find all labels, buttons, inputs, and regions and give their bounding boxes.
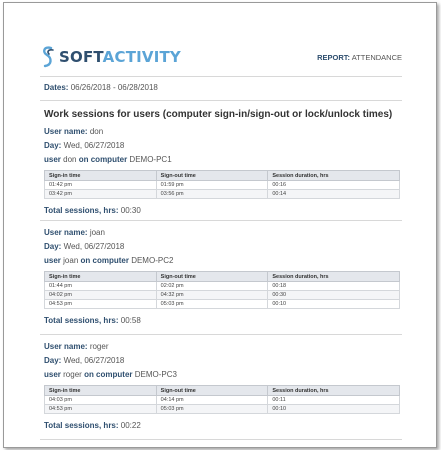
column-header-duration: Session duration, hrs <box>268 171 400 181</box>
report-type <box>317 53 402 62</box>
session-block-don <box>44 125 402 217</box>
on-computer-label: on computer <box>80 256 129 265</box>
total-value: 00:58 <box>120 316 141 325</box>
column-header-sign-in: Sign-in time <box>45 171 157 181</box>
day-label: Day: <box>44 242 62 251</box>
computer-value: DEMO-PC1 <box>129 155 172 164</box>
column-header-sign-out: Sign-out time <box>156 171 268 181</box>
user-label: user <box>44 256 61 265</box>
user-value: roger <box>63 370 82 379</box>
total-label: Total sessions, hrs: <box>44 421 119 430</box>
divider <box>40 334 402 335</box>
table-row <box>45 396 400 405</box>
session-block-roger <box>44 340 402 432</box>
user-name-value: roger <box>89 342 109 351</box>
sign-in-cell: 04:03 pm <box>45 396 157 405</box>
dates-value: 06/26/2018 - 06/28/2018 <box>70 83 158 92</box>
day-value: Wed, 06/27/2018 <box>63 141 125 150</box>
user-name-row <box>44 125 402 139</box>
table-row <box>45 291 400 300</box>
user-name-row <box>44 226 402 240</box>
sign-in-cell: 04:02 pm <box>45 291 157 300</box>
sign-in-cell: 03:42 pm <box>45 190 157 199</box>
column-header-duration: Session duration, hrs <box>268 272 400 282</box>
column-header-sign-out: Sign-out time <box>156 386 268 396</box>
divider <box>40 439 402 440</box>
logo-text-soft: SOFT <box>59 48 103 66</box>
sign-out-cell: 04:32 pm <box>156 291 268 300</box>
on-computer-label: on computer <box>78 155 128 164</box>
total-sessions <box>44 420 402 432</box>
duration-cell: 00:11 <box>268 396 400 405</box>
user-label: user <box>44 370 61 379</box>
on-computer-label: on computer <box>84 370 133 379</box>
sign-in-cell: 01:44 pm <box>45 282 157 291</box>
softactivity-logo <box>40 43 181 71</box>
sessions-table <box>44 271 400 309</box>
sign-out-cell: 02:02 pm <box>156 282 268 291</box>
logo-s-icon <box>40 44 56 70</box>
user-name-label: User name: <box>44 228 88 237</box>
logo-text-activity: ACTIVITY <box>102 48 181 66</box>
sign-out-cell: 05:03 pm <box>156 300 268 309</box>
computer-value: DEMO-PC3 <box>134 370 177 379</box>
column-header-sign-out: Sign-out time <box>156 272 268 282</box>
divider <box>40 220 402 221</box>
day-row <box>44 240 402 254</box>
day-label: Day: <box>44 356 62 365</box>
total-value: 00:22 <box>120 421 141 430</box>
report-page <box>3 2 437 448</box>
table-header-row <box>45 171 400 181</box>
user-computer-row <box>44 153 402 167</box>
user-name-value: don <box>89 127 104 136</box>
duration-cell: 00:10 <box>268 300 400 309</box>
column-header-duration: Session duration, hrs <box>268 386 400 396</box>
user-name-row <box>44 340 402 354</box>
table-row <box>45 181 400 190</box>
sign-in-cell: 04:53 pm <box>45 405 157 414</box>
column-header-sign-in: Sign-in time <box>45 386 157 396</box>
duration-cell: 00:10 <box>268 405 400 414</box>
total-sessions <box>44 315 402 327</box>
column-header-sign-in: Sign-in time <box>45 272 157 282</box>
total-sessions <box>44 205 402 217</box>
table-row <box>45 300 400 309</box>
user-value: joan <box>63 256 79 265</box>
day-value: Wed, 06/27/2018 <box>63 356 125 365</box>
dates-label: Dates: <box>44 83 69 92</box>
logo-text <box>59 48 181 66</box>
user-name-value: joan <box>89 228 105 237</box>
report-title: Work sessions for users (computer sign-in/sign-out or lock/unlock times) <box>44 109 393 120</box>
divider <box>40 100 402 101</box>
duration-cell: 00:14 <box>268 190 400 199</box>
table-row <box>45 405 400 414</box>
user-computer-row <box>44 368 402 382</box>
divider <box>40 76 402 77</box>
day-label: Day: <box>44 141 62 150</box>
report-type-label: REPORT: <box>317 53 351 62</box>
table-row <box>45 190 400 199</box>
user-computer-row <box>44 254 402 268</box>
duration-cell: 00:18 <box>268 282 400 291</box>
sign-out-cell: 05:03 pm <box>156 405 268 414</box>
day-value: Wed, 06/27/2018 <box>63 242 125 251</box>
sign-out-cell: 01:59 pm <box>156 181 268 190</box>
sign-out-cell: 04:14 pm <box>156 396 268 405</box>
table-row <box>45 282 400 291</box>
table-header-row <box>45 272 400 282</box>
sessions-table <box>44 170 400 199</box>
computer-value: DEMO-PC2 <box>131 256 174 265</box>
duration-cell: 00:30 <box>268 291 400 300</box>
day-row <box>44 139 402 153</box>
sign-in-cell: 04:53 pm <box>45 300 157 309</box>
user-name-label: User name: <box>44 342 88 351</box>
session-block-joan <box>44 226 402 327</box>
report-dates <box>44 83 158 92</box>
day-row <box>44 354 402 368</box>
duration-cell: 00:16 <box>268 181 400 190</box>
sessions-table <box>44 385 400 414</box>
total-label: Total sessions, hrs: <box>44 206 119 215</box>
table-header-row <box>45 386 400 396</box>
report-type-value: ATTENDANCE <box>351 53 402 62</box>
user-label: user <box>44 155 61 164</box>
user-value: don <box>63 155 77 164</box>
sign-in-cell: 01:42 pm <box>45 181 157 190</box>
user-name-label: User name: <box>44 127 88 136</box>
total-label: Total sessions, hrs: <box>44 316 119 325</box>
total-value: 00:30 <box>120 206 141 215</box>
sign-out-cell: 03:56 pm <box>156 190 268 199</box>
report-header <box>40 43 402 73</box>
